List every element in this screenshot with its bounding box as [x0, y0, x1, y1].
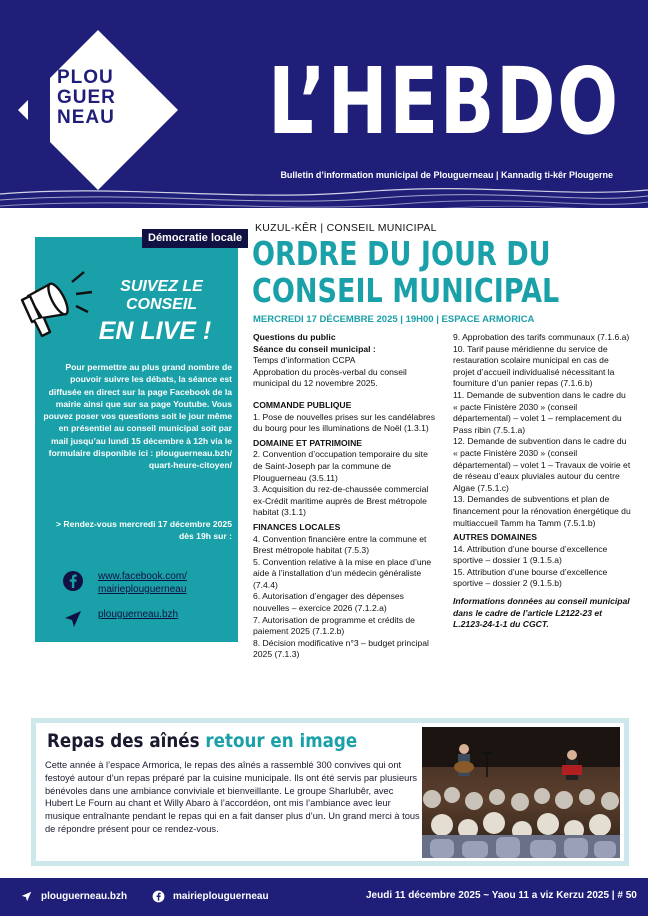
agenda-heading: FINANCES LOCALES — [253, 521, 341, 532]
repas-section — [31, 718, 629, 866]
live-heading: EN LIVE ! — [98, 317, 212, 345]
repas-body: Cette année à l’espace Armorica, le repas des aînés a rassemblé 300 convives qui ont festoyé autour d’un repas préparé par la cuisine municipale. Ils ont été servis par plusieurs bénévoles dans une ambiance conviviale et bienveillante. Le groupe Sharlubêr, avec Hubert Le Fourn au chant et Willy Abaro à l’accordéon, ont mis l’ambiance avec leur musique entraînante pendant le repas qui en a fait danser plus d’un. Un grand merci à tous de répondre présent pour ce rendez-vous. — [45, 760, 420, 834]
article-title-line-2: CONSEIL MUNICIPAL — [252, 271, 560, 310]
agenda-heading: AUTRES DOMAINES — [453, 532, 538, 543]
footer-site-label[interactable]: plouguerneau.bzh — [41, 891, 128, 902]
facebook-icon — [152, 890, 165, 903]
repas-title — [47, 730, 357, 752]
agenda-line: Questions du public — [253, 332, 336, 342]
agenda-heading: COMMANDE PUBLIQUE — [253, 399, 352, 410]
agenda-heading: DOMAINE ET PATRIMOINE — [253, 437, 363, 448]
agenda-item: 8. Décision modificative n°3 – budget principal 2025 (7.1.3) — [253, 637, 429, 660]
facebook-link[interactable]: www.facebook.com/ mairieplouguerneau — [98, 571, 187, 595]
logo-line-2: GUER — [57, 87, 116, 108]
website-link[interactable]: plouguerneau.bzh — [98, 609, 179, 620]
rendezvous-text: > Rendez-vous mercredi 17 décembre 2025 dès 19h sur : — [55, 519, 232, 542]
legal-note: Informations données au conseil municipal dans le cadre de l’article L2122-23 et L.2123-24-1-1 du CGCT. — [453, 596, 630, 630]
article-kicker: KUZUL-KÊR | CONSEIL MUNICIPAL — [255, 222, 437, 234]
agenda-column-2 — [453, 332, 631, 631]
footer-issue — [366, 890, 637, 901]
agenda-item: 5. Convention relative à la mise en place d’une aide à l’installation d’un médecin généraliste (7.4.4) — [253, 556, 432, 590]
section-tag: Démocratie locale — [142, 229, 248, 248]
agenda-line: Approbation du procès-verbal du conseil municipal du 12 novembre 2025. — [253, 366, 407, 389]
event-photo — [422, 727, 620, 858]
agenda-item: 10. Tarif pause méridienne du service de restauration scolaire municipal en cas de projet d’accueil individualisé nécessitant la fourniture d’un panier repas (7.1.6.b) — [453, 343, 615, 389]
footer-site[interactable] — [20, 890, 127, 903]
logo-line-3: NEAU — [57, 107, 115, 128]
repas-title-main: Repas des aînés — [47, 730, 200, 752]
live-description: Pour permettre au plus grand nombre de pouvoir suivre les débats, la séance est diffusée en direct sur la page Facebook de la mairie ainsi que sur sa page Youtube. Vous pouvez poser vos questions soit le jour même en présentiel au conseil municipal soit par mail jusqu’au lundi 15 décembre à 12h via le formulaire disponible ici : plouguerneau.bzh/ quart-heure-citoyen/ — [43, 362, 232, 471]
agenda-item: 6. Autorisation d’engager des dépenses nouvelles – exercice 2026 (7.1.2.a) — [253, 591, 404, 614]
agenda-item: 9. Approbation des tarifs communaux (7.1.6.a) — [453, 332, 630, 342]
website-link-row[interactable] — [62, 608, 178, 630]
logo-line-1: PLOU — [57, 67, 114, 88]
logo-wordmark — [57, 68, 137, 128]
agenda-item: 12. Demande de subvention dans le cadre du « pacte Finistère 2030 » (conseil départemental) – volet 1 – Travaux de voirie et de réseau d’eaux pluviales autour du centre Algae (7.5.1.c) — [453, 436, 631, 493]
agenda-item: 3. Acquisition du rez-de-chaussée commercial ex-Crédit maritime auprès de Brest métropole habitat (3.1.1) — [253, 484, 429, 518]
location-arrow-icon — [62, 608, 84, 630]
newsletter-subtitle: Bulletin d’information municipal de Plouguerneau | Kannadig ti-kêr Plougerne — [280, 170, 613, 180]
agenda-item: 4. Convention financière entre la commune et Brest métropole habitat (7.5.3) — [253, 533, 427, 556]
follow-heading: SUIVEZ LE CONSEIL — [120, 278, 203, 313]
article-date: MERCREDI 17 DÉCEMBRE 2025 | 19H00 | ESPACE ARMORICA — [253, 314, 535, 325]
agenda-line: Temps d’information CCPA — [253, 355, 356, 366]
masthead — [0, 0, 648, 208]
article-title — [252, 235, 564, 309]
footer-issue-label: Jeudi 11 décembre 2025 ~ Yaou 11 a viz Kerzu 2025 | # 50 — [366, 890, 637, 901]
agenda-item: 7. Autorisation de programme et crédits de paiement 2025 (7.1.2.b) — [253, 614, 415, 637]
newsletter-title: L’HEBDO — [268, 48, 620, 155]
agenda-item: 11. Demande de subvention dans le cadre du « pacte Finistère 2030 » (conseil départemental) – volet 1 – remplacement du Pass ribin (7.5.1.a) — [453, 389, 626, 435]
agenda-item: 2. Convention d’occupation temporaire du site de Saint-Joseph par la commune de Plouguerneau (3.5.11) — [253, 449, 428, 483]
article-title-line-1: ORDRE DU JOUR DU — [252, 234, 551, 273]
agenda-column-1 — [253, 332, 438, 661]
footer-bar — [0, 878, 648, 916]
agenda-item: 1. Pose de nouvelles prises sur les candélabres du bourg pour les illuminations de Noël (1.3.1) — [253, 411, 436, 434]
agenda-item: 13. Demandes de subventions et plan de financement pour la rénovation énergétique du multiaccueil Tamm ha Tamm (7.5.1.b) — [453, 494, 631, 528]
facebook-link-row[interactable] — [62, 570, 213, 596]
decorative-waves — [0, 180, 648, 208]
repas-title-accent: retour en image — [205, 730, 358, 752]
location-arrow-icon — [20, 890, 33, 903]
footer-facebook[interactable] — [152, 890, 269, 903]
agenda-item: 15. Attribution d’une bourse d’excellence sportive – dossier 2 (9.1.5.b) — [453, 566, 608, 589]
facebook-icon — [62, 570, 84, 592]
agenda-line: Séance du conseil municipal : — [253, 343, 376, 354]
agenda-item: 14. Attribution d’une bourse d’excellence sportive – dossier 1 (9.1.5.a) — [453, 543, 608, 566]
footer-facebook-label[interactable]: mairieplouguerneau — [173, 891, 269, 902]
